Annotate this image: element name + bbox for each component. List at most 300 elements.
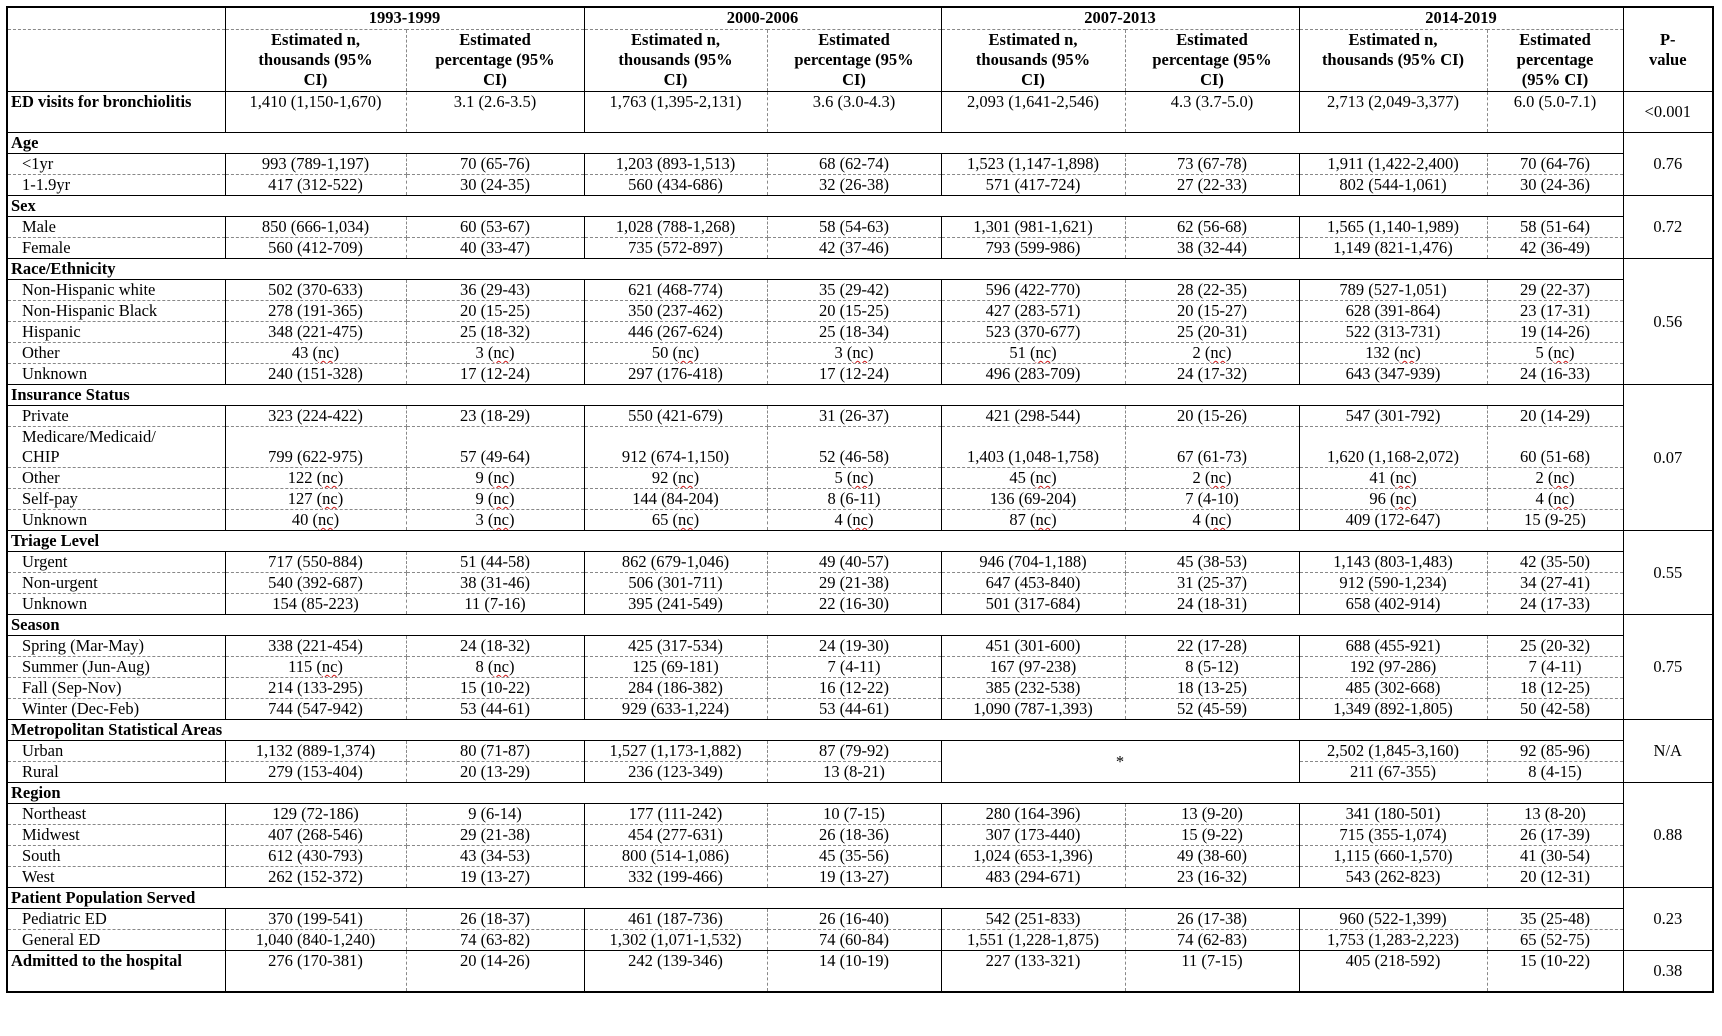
estimated-percentage-cell: 8 (6-11) [767, 489, 941, 510]
estimated-percentage-cell: 11 (7-15) [1125, 951, 1299, 993]
table-row [7, 154, 1713, 175]
spellcheck-underline: nc [493, 343, 509, 362]
row-label: Spring (Mar-May) [7, 636, 225, 657]
estimated-percentage-cell: 3.6 (3.0-4.3) [767, 92, 941, 133]
estimated-n-cell: 127 (nc) [225, 489, 406, 510]
estimated-percentage-cell: 31 (25-37) [1125, 573, 1299, 594]
estimated-percentage-cell: 4.3 (3.7-5.0) [1125, 92, 1299, 133]
estimated-percentage-cell: 8 (4-15) [1487, 762, 1623, 783]
estimated-n-cell: 341 (180-501) [1299, 804, 1487, 825]
row-label: Unknown [7, 594, 225, 615]
table-row [7, 238, 1713, 259]
estimated-percentage-cell: 15 (9-25) [1487, 510, 1623, 531]
estimated-percentage-cell: 65 (52-75) [1487, 930, 1623, 951]
estimated-n-cell: 395 (241-549) [584, 594, 767, 615]
row-label: Private [7, 406, 225, 427]
estimated-percentage-cell: 80 (71-87) [406, 741, 584, 762]
estimated-n-cell: 506 (301-711) [584, 573, 767, 594]
table-row [7, 217, 1713, 238]
category-row [7, 259, 1713, 280]
spellcheck-underline: nc [322, 468, 338, 487]
estimated-n-cell: 129 (72-186) [225, 804, 406, 825]
estimated-n-cell: 323 (224-422) [225, 406, 406, 427]
row-label: Winter (Dec-Feb) [7, 699, 225, 720]
spellcheck-underline: nc [1035, 510, 1052, 529]
estimated-percentage-cell: 9 (6-14) [406, 804, 584, 825]
table-row [7, 92, 1713, 133]
estimated-n-cell: 735 (572-897) [584, 238, 767, 259]
estimated-n-cell: 643 (347-939) [1299, 364, 1487, 385]
estimated-percentage-cell: 11 (7-16) [406, 594, 584, 615]
estimated-percentage-cell: 7 (4-10) [1125, 489, 1299, 510]
spellcheck-underline: nc [321, 657, 338, 676]
estimated-percentage-cell: 20 (15-27) [1125, 301, 1299, 322]
table-row [7, 804, 1713, 825]
estimated-n-cell: 240 (151-328) [225, 364, 406, 385]
estimated-percentage-cell: 7 (4-11) [1487, 657, 1623, 678]
period-header: 2007-2013 [941, 7, 1299, 30]
estimated-n-cell: 236 (123-349) [584, 762, 767, 783]
estimated-n-cell: 1,753 (1,283-2,223) [1299, 930, 1487, 951]
category-heading: Season [7, 615, 1623, 636]
estimated-percentage-cell: 30 (24-36) [1487, 175, 1623, 196]
p-value-cell: N/A [1623, 720, 1713, 783]
estimated-percentage-cell: 16 (12-22) [767, 678, 941, 699]
estimated-percentage-cell: 52 (46-58) [767, 427, 941, 468]
row-label: Non-urgent [7, 573, 225, 594]
row-label: Northeast [7, 804, 225, 825]
spellcheck-underline: nc [493, 468, 509, 487]
spellcheck-underline: nc [678, 343, 694, 362]
estimated-n-cell: 1,090 (787-1,393) [941, 699, 1125, 720]
estimated-percentage-cell: 49 (38-60) [1125, 846, 1299, 867]
estimated-n-cell: 1,203 (893-1,513) [584, 154, 767, 175]
estimated-n-cell: 1,132 (889-1,374) [225, 741, 406, 762]
estimated-n-cell: 715 (355-1,074) [1299, 825, 1487, 846]
estimated-n-cell: 65 (nc) [584, 510, 767, 531]
estimated-percentage-cell: 19 (13-27) [406, 867, 584, 888]
spellcheck-underline: nc [1035, 343, 1052, 362]
estimated-n-cell: 348 (221-475) [225, 322, 406, 343]
category-heading: Patient Population Served [7, 888, 1623, 909]
estimated-percentage-cell: 24 (19-30) [767, 636, 941, 657]
table-row [7, 678, 1713, 699]
estimated-percentage-cell: 23 (17-31) [1487, 301, 1623, 322]
table-row [7, 699, 1713, 720]
estimated-percentage-cell: 43 (34-53) [406, 846, 584, 867]
estimated-n-cell: 744 (547-942) [225, 699, 406, 720]
estimated-percentage-cell: 25 (18-32) [406, 322, 584, 343]
estimated-percentage-cell: 60 (51-68) [1487, 427, 1623, 468]
estimated-n-cell: 550 (421-679) [584, 406, 767, 427]
estimated-percentage-cell: 2 (nc) [1125, 468, 1299, 489]
estimated-percentage-cell: 74 (63-82) [406, 930, 584, 951]
category-row [7, 783, 1713, 804]
estimated-n-header: Estimated n, thousands (95% CI) [941, 30, 1125, 92]
category-heading: Triage Level [7, 531, 1623, 552]
row-label: Non-Hispanic white [7, 280, 225, 301]
category-row [7, 385, 1713, 406]
estimated-n-cell: 929 (633-1,224) [584, 699, 767, 720]
estimated-n-cell: 571 (417-724) [941, 175, 1125, 196]
category-heading: Metropolitan Statistical Areas [7, 720, 1623, 741]
estimated-n-cell: 1,024 (653-1,396) [941, 846, 1125, 867]
estimated-percentage-cell: 53 (44-61) [767, 699, 941, 720]
estimated-n-cell: 946 (704-1,188) [941, 552, 1125, 573]
estimated-n-cell: 2,502 (1,845-3,160) [1299, 741, 1487, 762]
estimated-n-cell: 912 (590-1,234) [1299, 573, 1487, 594]
estimated-n-cell: 122 (nc) [225, 468, 406, 489]
table-row [7, 930, 1713, 951]
estimated-percentage-cell: 14 (10-19) [767, 951, 941, 993]
estimated-percentage-cell: 25 (18-34) [767, 322, 941, 343]
estimated-n-cell: 1,040 (840-1,240) [225, 930, 406, 951]
estimated-n-cell: 132 (nc) [1299, 343, 1487, 364]
estimated-n-cell: 789 (527-1,051) [1299, 280, 1487, 301]
estimated-percentage-cell: 13 (9-20) [1125, 804, 1299, 825]
estimated-percentage-cell: 9 (nc) [406, 468, 584, 489]
estimated-percentage-cell: 53 (44-61) [406, 699, 584, 720]
p-value-cell: 0.56 [1623, 259, 1713, 385]
table-row [7, 489, 1713, 510]
estimated-n-cell: 262 (152-372) [225, 867, 406, 888]
estimated-percentage-header: Estimated percentage (95% CI) [1125, 30, 1299, 92]
row-label: West [7, 867, 225, 888]
estimated-percentage-cell: 18 (13-25) [1125, 678, 1299, 699]
estimated-percentage-header: Estimated percentage (95% CI) [1487, 30, 1623, 92]
spellcheck-underline: nc [1035, 468, 1052, 487]
estimated-percentage-cell: 62 (56-68) [1125, 217, 1299, 238]
estimated-n-cell: 125 (69-181) [584, 657, 767, 678]
spellcheck-underline: nc [1210, 468, 1226, 487]
estimated-n-cell: 454 (277-631) [584, 825, 767, 846]
estimated-n-cell: 628 (391-864) [1299, 301, 1487, 322]
estimated-percentage-header: Estimated percentage (95% CI) [767, 30, 941, 92]
estimated-percentage-cell: 41 (30-54) [1487, 846, 1623, 867]
row-label: South [7, 846, 225, 867]
estimated-n-cell: 993 (789-1,197) [225, 154, 406, 175]
estimated-n-cell: 177 (111-242) [584, 804, 767, 825]
estimated-n-cell: 242 (139-346) [584, 951, 767, 993]
estimated-n-cell: 621 (468-774) [584, 280, 767, 301]
estimated-percentage-cell: 42 (35-50) [1487, 552, 1623, 573]
estimated-percentage-cell: 23 (18-29) [406, 406, 584, 427]
table-row [7, 867, 1713, 888]
estimated-percentage-cell: 20 (15-25) [406, 301, 584, 322]
estimated-n-cell: 501 (317-684) [941, 594, 1125, 615]
estimated-n-cell: 41 (nc) [1299, 468, 1487, 489]
row-label: Unknown [7, 510, 225, 531]
estimated-percentage-header: Estimated percentage (95% CI) [406, 30, 584, 92]
estimated-percentage-cell: 27 (22-33) [1125, 175, 1299, 196]
estimated-percentage-cell: 4 (nc) [1487, 489, 1623, 510]
estimated-n-cell: 1,523 (1,147-1,898) [941, 154, 1125, 175]
p-value-cell: 0.72 [1623, 196, 1713, 259]
estimated-percentage-cell: 60 (53-67) [406, 217, 584, 238]
estimated-n-cell: 45 (nc) [941, 468, 1125, 489]
estimated-n-header: Estimated n, thousands (95% CI) [584, 30, 767, 92]
suppressed-data-note: * [941, 741, 1299, 783]
estimated-n-cell: 332 (199-466) [584, 867, 767, 888]
estimated-percentage-cell: 74 (60-84) [767, 930, 941, 951]
estimated-n-cell: 1,911 (1,422-2,400) [1299, 154, 1487, 175]
estimated-n-cell: 1,551 (1,228-1,875) [941, 930, 1125, 951]
estimated-n-cell: 307 (173-440) [941, 825, 1125, 846]
table-row [7, 552, 1713, 573]
estimated-n-cell: 540 (392-687) [225, 573, 406, 594]
estimated-n-cell: 496 (283-709) [941, 364, 1125, 385]
estimated-percentage-cell: 26 (18-37) [406, 909, 584, 930]
estimated-percentage-cell: 45 (35-56) [767, 846, 941, 867]
estimated-percentage-cell: 25 (20-31) [1125, 322, 1299, 343]
estimated-percentage-cell: 4 (nc) [1125, 510, 1299, 531]
estimated-n-cell: 407 (268-546) [225, 825, 406, 846]
estimated-percentage-cell: 29 (21-38) [767, 573, 941, 594]
spellcheck-underline: nc [318, 343, 334, 362]
estimated-n-cell: 425 (317-534) [584, 636, 767, 657]
estimated-n-cell: 446 (267-624) [584, 322, 767, 343]
estimated-percentage-cell: 20 (15-26) [1125, 406, 1299, 427]
estimated-n-cell: 338 (221-454) [225, 636, 406, 657]
estimated-percentage-cell: 73 (67-78) [1125, 154, 1299, 175]
estimated-n-cell: 1,028 (788-1,268) [584, 217, 767, 238]
spellcheck-underline: nc [678, 510, 694, 529]
estimated-n-cell: 417 (312-522) [225, 175, 406, 196]
table-row [7, 594, 1713, 615]
table-row [7, 909, 1713, 930]
estimated-percentage-cell: 9 (nc) [406, 489, 584, 510]
estimated-percentage-cell: 15 (10-22) [1487, 951, 1623, 993]
category-heading: Region [7, 783, 1623, 804]
estimated-n-cell: 451 (301-600) [941, 636, 1125, 657]
table-row [7, 468, 1713, 489]
estimated-percentage-cell: 51 (44-58) [406, 552, 584, 573]
table-row [7, 364, 1713, 385]
estimated-percentage-cell: 58 (51-64) [1487, 217, 1623, 238]
estimated-percentage-cell: 38 (32-44) [1125, 238, 1299, 259]
estimated-n-cell: 276 (170-381) [225, 951, 406, 993]
estimated-n-cell: 350 (237-462) [584, 301, 767, 322]
table-row [7, 825, 1713, 846]
table-row [7, 280, 1713, 301]
estimated-n-cell: 543 (262-823) [1299, 867, 1487, 888]
table-row [7, 951, 1713, 993]
p-value-cell: 0.88 [1623, 783, 1713, 888]
estimated-percentage-cell: 50 (42-58) [1487, 699, 1623, 720]
estimated-n-cell: 560 (412-709) [225, 238, 406, 259]
spellcheck-underline: nc [852, 510, 868, 529]
estimated-n-cell: 385 (232-538) [941, 678, 1125, 699]
estimated-percentage-cell: 30 (24-35) [406, 175, 584, 196]
spellcheck-underline: nc [678, 468, 694, 487]
category-row [7, 531, 1713, 552]
estimated-n-cell: 87 (nc) [941, 510, 1125, 531]
p-value-cell: <0.001 [1623, 92, 1713, 133]
estimated-percentage-cell: 24 (16-33) [1487, 364, 1623, 385]
estimated-n-cell: 647 (453-840) [941, 573, 1125, 594]
estimated-percentage-cell: 6.0 (5.0-7.1) [1487, 92, 1623, 133]
estimated-percentage-cell: 20 (14-29) [1487, 406, 1623, 427]
estimated-percentage-cell: 87 (79-92) [767, 741, 941, 762]
estimated-percentage-cell: 17 (12-24) [767, 364, 941, 385]
estimated-n-cell: 370 (199-541) [225, 909, 406, 930]
estimated-percentage-cell: 17 (12-24) [406, 364, 584, 385]
estimated-n-cell: 483 (294-671) [941, 867, 1125, 888]
estimated-n-cell: 136 (69-204) [941, 489, 1125, 510]
estimated-percentage-cell: 42 (36-49) [1487, 238, 1623, 259]
estimated-n-cell: 960 (522-1,399) [1299, 909, 1487, 930]
category-heading: Insurance Status [7, 385, 1623, 406]
table-row [7, 343, 1713, 364]
estimated-percentage-cell: 8 (nc) [406, 657, 584, 678]
estimated-percentage-cell: 26 (18-36) [767, 825, 941, 846]
estimated-n-cell: 154 (85-223) [225, 594, 406, 615]
header-corner [7, 7, 225, 30]
estimated-n-cell: 862 (679-1,046) [584, 552, 767, 573]
estimated-percentage-cell: 36 (29-43) [406, 280, 584, 301]
estimated-percentage-cell: 20 (13-29) [406, 762, 584, 783]
estimated-percentage-cell: 34 (27-41) [1487, 573, 1623, 594]
estimated-n-cell: 2,713 (2,049-3,377) [1299, 92, 1487, 133]
estimated-n-cell: 211 (67-355) [1299, 762, 1487, 783]
estimated-percentage-cell: 67 (61-73) [1125, 427, 1299, 468]
estimated-n-cell: 278 (191-365) [225, 301, 406, 322]
row-label: Self-pay [7, 489, 225, 510]
estimated-n-cell: 1,149 (821-1,476) [1299, 238, 1487, 259]
estimated-n-cell: 461 (187-736) [584, 909, 767, 930]
estimated-n-cell: 485 (302-668) [1299, 678, 1487, 699]
spellcheck-underline: nc [852, 343, 868, 362]
estimated-n-cell: 596 (422-770) [941, 280, 1125, 301]
estimated-percentage-cell: 3 (nc) [406, 510, 584, 531]
category-row [7, 196, 1713, 217]
estimated-percentage-cell: 29 (21-38) [406, 825, 584, 846]
table-row [7, 427, 1713, 468]
estimated-n-cell: 522 (313-731) [1299, 322, 1487, 343]
row-label: Female [7, 238, 225, 259]
row-label: <1yr [7, 154, 225, 175]
estimated-n-cell: 793 (599-986) [941, 238, 1125, 259]
estimated-n-cell: 2,093 (1,641-2,546) [941, 92, 1125, 133]
estimated-percentage-cell: 20 (14-26) [406, 951, 584, 993]
estimated-percentage-cell: 3.1 (2.6-3.5) [406, 92, 584, 133]
estimated-n-cell: 43 (nc) [225, 343, 406, 364]
spellcheck-underline: nc [1553, 489, 1569, 508]
estimated-percentage-cell: 24 (17-33) [1487, 594, 1623, 615]
estimated-percentage-cell: 29 (22-37) [1487, 280, 1623, 301]
row-label: Pediatric ED [7, 909, 225, 930]
row-label: Unknown [7, 364, 225, 385]
estimated-n-cell: 227 (133-321) [941, 951, 1125, 993]
estimated-percentage-cell: 25 (20-32) [1487, 636, 1623, 657]
table-row [7, 510, 1713, 531]
estimated-percentage-cell: 24 (18-32) [406, 636, 584, 657]
estimated-percentage-cell: 2 (nc) [1487, 468, 1623, 489]
estimated-percentage-cell: 45 (38-53) [1125, 552, 1299, 573]
table-row [7, 762, 1713, 783]
estimated-n-cell: 1,620 (1,168-2,072) [1299, 427, 1487, 468]
period-header: 2000-2006 [584, 7, 941, 30]
estimated-percentage-cell: 57 (49-64) [406, 427, 584, 468]
estimated-percentage-cell: 20 (12-31) [1487, 867, 1623, 888]
spellcheck-underline: nc [1395, 468, 1412, 487]
estimated-n-cell: 1,349 (892-1,805) [1299, 699, 1487, 720]
estimated-percentage-cell: 74 (62-83) [1125, 930, 1299, 951]
estimated-n-cell: 409 (172-647) [1299, 510, 1487, 531]
estimated-percentage-cell: 10 (7-15) [767, 804, 941, 825]
estimated-n-header: Estimated n, thousands (95% CI) [1299, 30, 1487, 92]
spellcheck-underline: nc [493, 510, 509, 529]
estimated-percentage-cell: 92 (85-96) [1487, 741, 1623, 762]
row-label: Other [7, 468, 225, 489]
header-label-blank [7, 30, 225, 92]
estimated-n-cell: 658 (402-914) [1299, 594, 1487, 615]
estimated-n-cell: 40 (nc) [225, 510, 406, 531]
estimated-n-cell: 214 (133-295) [225, 678, 406, 699]
category-heading: Race/Ethnicity [7, 259, 1623, 280]
estimated-n-cell: 1,301 (981-1,621) [941, 217, 1125, 238]
estimated-n-cell: 427 (283-571) [941, 301, 1125, 322]
estimated-percentage-cell: 70 (64-76) [1487, 154, 1623, 175]
table-row [7, 573, 1713, 594]
estimated-n-cell: 912 (674-1,150) [584, 427, 767, 468]
estimated-n-cell: 421 (298-544) [941, 406, 1125, 427]
estimated-n-cell: 1,115 (660-1,570) [1299, 846, 1487, 867]
p-value-header: P-value [1623, 7, 1713, 92]
estimated-percentage-cell: 35 (25-48) [1487, 909, 1623, 930]
row-label: General ED [7, 930, 225, 951]
estimated-percentage-cell: 40 (33-47) [406, 238, 584, 259]
estimated-n-cell: 1,565 (1,140-1,989) [1299, 217, 1487, 238]
table-row [7, 301, 1713, 322]
estimated-percentage-cell: 22 (17-28) [1125, 636, 1299, 657]
table-row [7, 636, 1713, 657]
estimated-percentage-cell: 38 (31-46) [406, 573, 584, 594]
row-label: Male [7, 217, 225, 238]
estimated-percentage-cell: 26 (17-38) [1125, 909, 1299, 930]
bronchiolitis-ed-visits-table [6, 6, 1714, 993]
category-row [7, 615, 1713, 636]
period-header: 2014-2019 [1299, 7, 1623, 30]
row-label: Urban [7, 741, 225, 762]
estimated-n-cell: 612 (430-793) [225, 846, 406, 867]
estimated-percentage-cell: 15 (9-22) [1125, 825, 1299, 846]
estimated-n-cell: 502 (370-633) [225, 280, 406, 301]
estimated-n-cell: 799 (622-975) [225, 427, 406, 468]
spellcheck-underline: nc [493, 489, 509, 508]
estimated-n-cell: 50 (nc) [584, 343, 767, 364]
estimated-n-cell: 1,410 (1,150-1,670) [225, 92, 406, 133]
row-label: Midwest [7, 825, 225, 846]
row-label: Summer (Jun-Aug) [7, 657, 225, 678]
estimated-n-cell: 92 (nc) [584, 468, 767, 489]
estimated-percentage-cell: 18 (12-25) [1487, 678, 1623, 699]
row-label: Fall (Sep-Nov) [7, 678, 225, 699]
spellcheck-underline: nc [493, 657, 509, 676]
estimated-n-cell: 297 (176-418) [584, 364, 767, 385]
table-row [7, 846, 1713, 867]
estimated-percentage-cell: 26 (16-40) [767, 909, 941, 930]
estimated-percentage-cell: 68 (62-74) [767, 154, 941, 175]
table-row [7, 741, 1713, 762]
table-row [7, 175, 1713, 196]
estimated-percentage-cell: 13 (8-20) [1487, 804, 1623, 825]
estimated-percentage-cell: 24 (18-31) [1125, 594, 1299, 615]
estimated-n-cell: 800 (514-1,086) [584, 846, 767, 867]
row-label: Rural [7, 762, 225, 783]
row-label: Urgent [7, 552, 225, 573]
row-label: Hispanic [7, 322, 225, 343]
